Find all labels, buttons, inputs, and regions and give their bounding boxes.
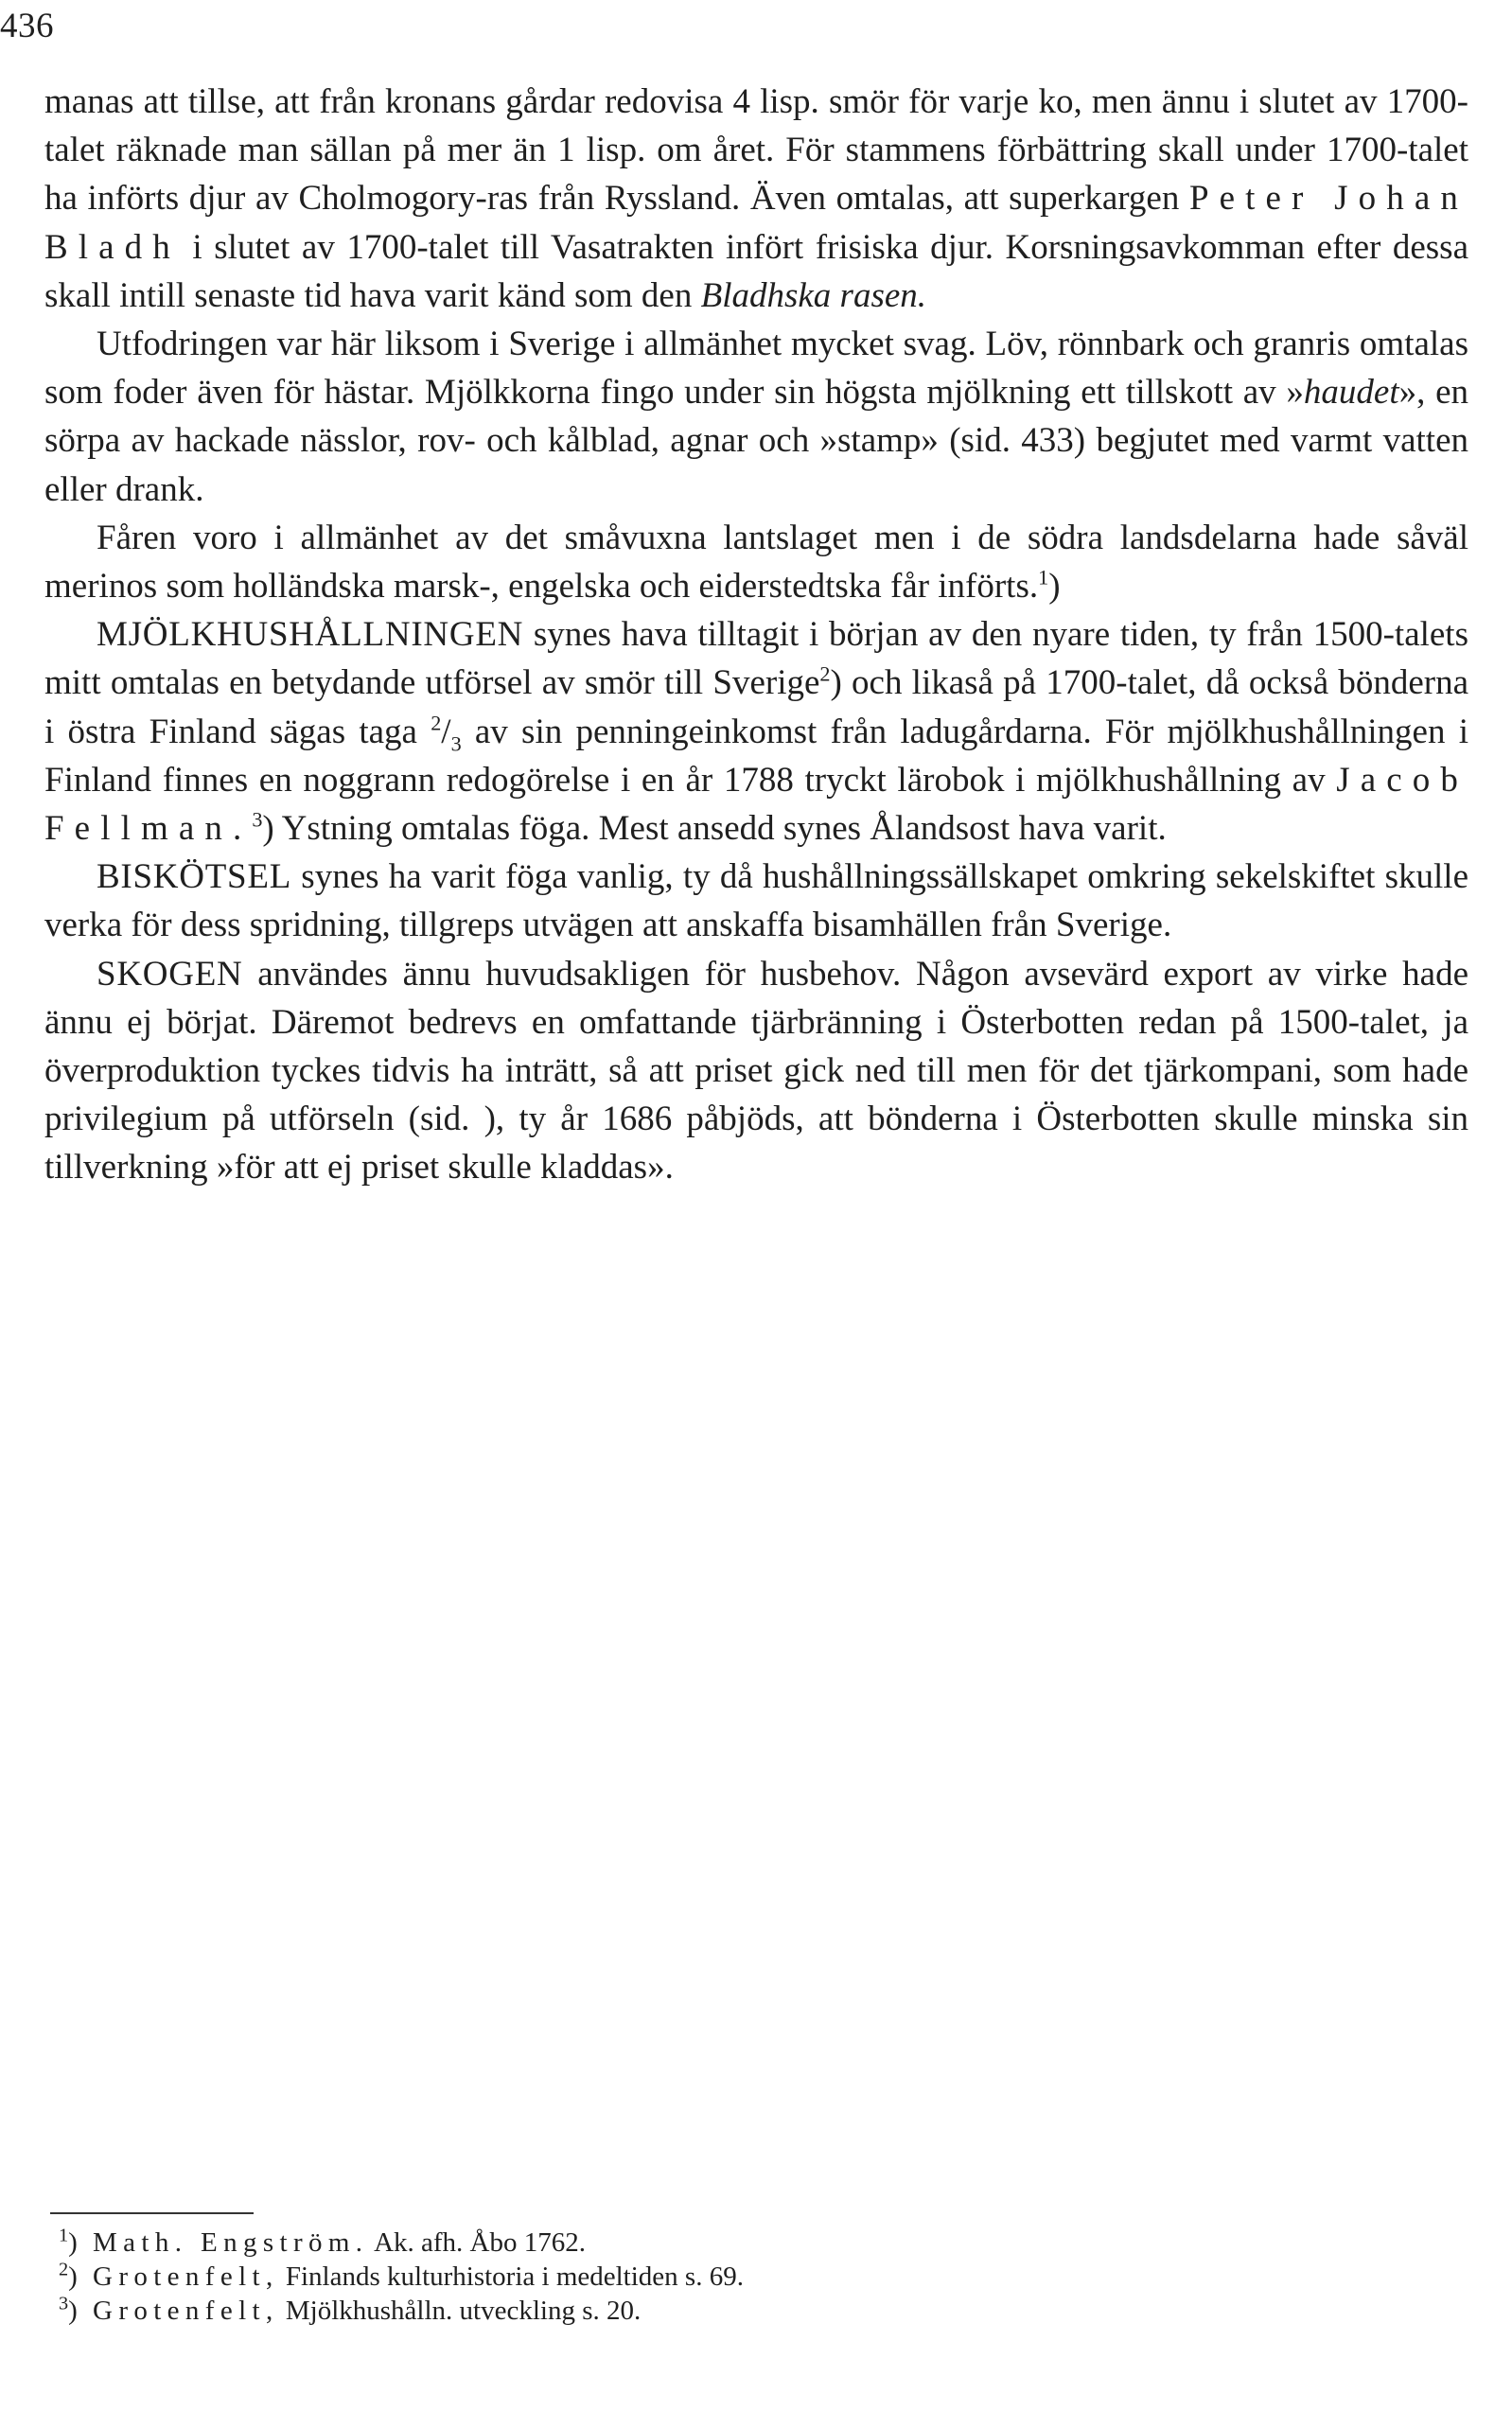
text-run: synes hava tilltagit i början av den nyare tiden, ty från 1500-talets mitt omtalas en betydande utförsel av smör till Sverige <box>44 615 1468 703</box>
italic-text: Bladhska rasen. <box>700 275 927 315</box>
footnote-reference-paren: ) <box>830 663 842 703</box>
text-run: i slutet av 1700-talet till Vasatrakten infört frisiska djur. Korsningsavkomman efter dessa skall intill senaste tid hava varit känd som den <box>44 227 1468 315</box>
footnote-reference-paren: ) <box>262 809 274 849</box>
paragraph <box>44 610 1468 853</box>
footnote-author: Grotenfelt, <box>93 2261 279 2292</box>
spaced-name: Jacob Fellman. <box>44 760 1468 849</box>
paragraph <box>44 320 1468 514</box>
text-run: synes ha varit föga vanlig, ty då hushållningssällskapet omkring sekelskiftet skulle verka för dess spridning, tillgreps utvägen att anskaffa bisamhällen från Sverige. <box>44 857 1468 945</box>
footnote-reference-number: 3 <box>252 807 263 832</box>
footnote-mark-paren: ) <box>68 2227 78 2258</box>
footnote-text: Ak. afh. Åbo 1762. <box>368 2227 587 2258</box>
text-run: », en sörpa av hackade nässlor, rov- och kålblad, agnar och »stamp» (sid. 433) begjutet med varmt vatten eller drank. <box>44 373 1468 509</box>
page-number: 436 <box>0 7 54 45</box>
text-run: Utfodringen var här liksom i Sverige i allmänhet mycket svag. Löv, rönnbark och granris omtalas som foder även för hästar. Mjölkkorna fingo under sin högsta mjölkning ett tillskott av » <box>44 325 1468 413</box>
footnote <box>59 2225 1417 2260</box>
body-text <box>44 78 1468 1192</box>
footnotes <box>59 2225 1417 2328</box>
footnote-reference-number: 1 <box>1038 565 1049 590</box>
footnote-author: Grotenfelt, <box>93 2296 279 2326</box>
footnote-text: Finlands kulturhistoria i medeltiden s. 69. <box>278 2261 744 2292</box>
footnote-mark-paren: ) <box>68 2296 78 2326</box>
footnote-text: Mjölkhushålln. utveckling s. 20. <box>278 2296 642 2326</box>
footnote-mark-number: 3 <box>59 2293 69 2314</box>
paragraph <box>44 853 1468 949</box>
footnote-mark-number: 2 <box>59 2259 69 2280</box>
text-run: manas att tillse, att från kronans gårdar redovisa 4 lisp. smör för varje ko, men ännu i slutet av 1700-talet räknade man sällan på mer än 1 lisp. om året. För stammens förbättring skall under 1700-talet ha införts djur av Cholmogory-ras från Ryssland. Även omtalas, att superkargen <box>44 82 1468 219</box>
fraction-denominator: 3 <box>450 731 462 756</box>
footnote-mark-paren: ) <box>68 2261 78 2292</box>
footnote-reference-number: 2 <box>819 662 831 687</box>
text-run: Ystning omtalas föga. Mest ansedd synes Ålandsost hava varit. <box>273 809 1167 849</box>
footnote-reference-paren: ) <box>1048 567 1061 607</box>
text-run: användes ännu huvudsakligen för husbehov. Någon avsevärd export av virke hade ännu ej börjat. Däremot bedrevs en omfattande tjärbränning i Österbotten redan på 1500-talet, ja överproduktion tyckes tidvis ha inträtt, så att priset gick ned till men för det tjärkompani, som hade privilegium på utförseln (sid. ), ty år 1686 påbjöds, att bönderna i Österbotten skulle minska sin tillverkning »för att ej priset skulle kladdas». <box>44 954 1468 1188</box>
text-run: av sin penningeinkomst från ladugårdarna. För mjölkhushållningen i Finland finnes en noggrann redogörelse i en år 1788 tryckt lärobok i mjölkhushållning av <box>44 712 1468 800</box>
paragraph <box>44 950 1468 1192</box>
section-keyword: BISKÖTSEL <box>97 857 292 897</box>
footnote-reference <box>1038 566 1048 590</box>
fraction-numerator: 2 <box>431 711 442 735</box>
footnote-mark-number: 1 <box>59 2225 69 2246</box>
footnote-reference <box>252 808 262 832</box>
footnote-mark <box>59 2294 93 2328</box>
text-run: och likaså på 1700-talet, då också bönderna i östra Finland sägas taga <box>44 663 1468 751</box>
footnote-rule <box>50 2212 254 2214</box>
footnote <box>59 2293 1417 2328</box>
text-run: Fåren voro i allmänhet av det småvuxna lantslaget men i de södra landsdelarna hade såväl merinos som holländska marsk-, engelska och eiderstedtska får införts. <box>44 518 1468 607</box>
footnote <box>59 2259 1417 2294</box>
paragraph <box>44 78 1468 320</box>
footnote-reference <box>819 662 830 686</box>
section-keyword: MJÖLKHUSHÅLLNINGEN <box>97 615 524 655</box>
section-keyword: SKOGEN <box>97 954 243 994</box>
fraction-slash: / <box>441 712 451 751</box>
footnote-mark <box>59 2226 93 2260</box>
paragraph <box>44 514 1468 610</box>
spaced-name: Peter Johan Bladh <box>44 179 1468 267</box>
footnote-author: Math. Engström. <box>93 2227 369 2258</box>
footnote-mark <box>59 2260 93 2294</box>
italic-text: haudet <box>1303 373 1399 413</box>
